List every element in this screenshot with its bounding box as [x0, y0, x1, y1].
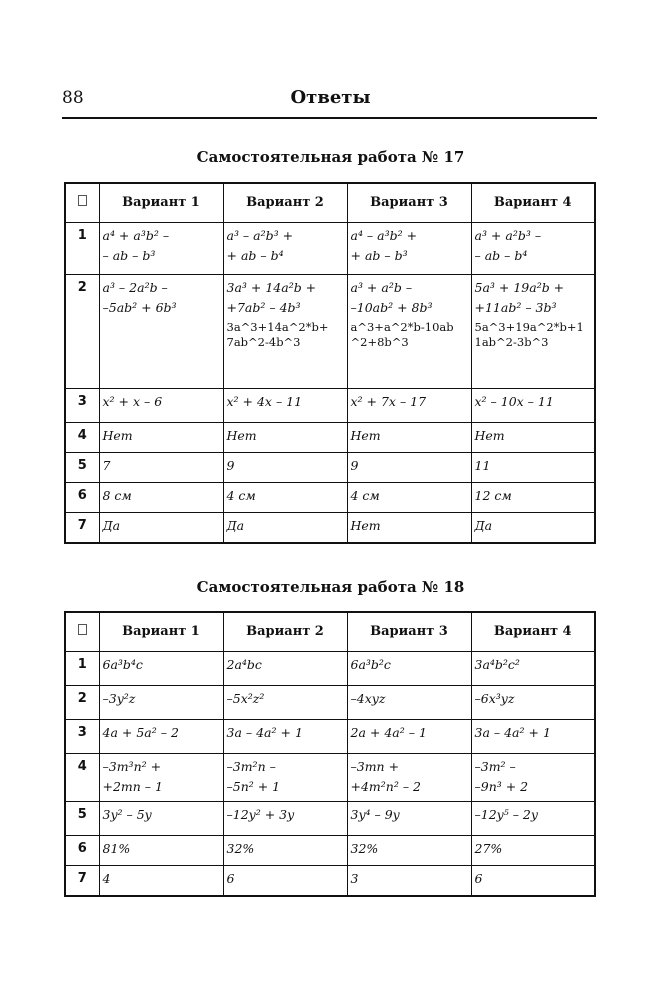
answer-text: 6a³b⁴c: [102, 657, 143, 672]
answer-text: 32%: [350, 841, 379, 856]
table-row: [65, 652, 595, 686]
answer-cell: [223, 652, 347, 686]
answer-cell: [99, 802, 223, 836]
answer-cell: [223, 275, 347, 389]
table-row: [65, 802, 595, 836]
answer-cell: [471, 275, 595, 389]
answer-cell: [223, 513, 347, 543]
answer-cell: [471, 720, 595, 754]
answer-cell: [471, 483, 595, 513]
section-title-18: Самостоятельная работа № 18: [196, 578, 465, 596]
answer-cell: [99, 652, 223, 686]
corner-cell: [65, 183, 99, 223]
task-number: 7: [65, 866, 99, 896]
task-number: 1: [65, 223, 99, 275]
answer-cell: [471, 652, 595, 686]
answer-text: Нет: [474, 428, 505, 443]
answer-cell: [223, 866, 347, 896]
answer-text: 3: [350, 871, 359, 886]
column-header-variant-2: Вариант 2: [223, 183, 347, 223]
answer-text: Нет: [350, 428, 381, 443]
answer-text: 3a³ + 14a²b + +7ab² – 4b³: [226, 280, 317, 315]
answer-text: 32%: [226, 841, 255, 856]
table-row: [65, 223, 595, 275]
answer-text: –5x²z²: [226, 691, 265, 706]
answer-cell: [347, 802, 471, 836]
answers-table-17: [64, 182, 596, 544]
page-number: 88: [62, 88, 84, 108]
answer-text: –12y² + 3y: [226, 807, 295, 822]
answer-cell: [347, 423, 471, 453]
answer-text: –3m³n² + +2mn – 1: [102, 759, 163, 794]
answer-text: 6a³b²c: [350, 657, 391, 672]
answer-text: 4a + 5a² – 2: [102, 725, 179, 740]
table-row: [65, 866, 595, 896]
answer-cell: [99, 720, 223, 754]
answer-text: 5a³ + 19a²b + +11ab² – 3b³: [474, 280, 565, 315]
answer-text: –3m²n – –5n² + 1: [226, 759, 281, 794]
answer-text: –3mn + +4m²n² – 2: [350, 759, 422, 794]
answer-cell: [471, 513, 595, 543]
answer-cell: [223, 754, 347, 802]
table-row: [65, 453, 595, 483]
answer-plain-text: 5a^3+19a^2*b+1 1ab^2-3b^3: [474, 320, 584, 349]
answer-text: Нет: [102, 428, 133, 443]
answer-cell: [471, 802, 595, 836]
section-title-17: Самостоятельная работа № 17: [196, 148, 465, 166]
table-row: [65, 720, 595, 754]
answer-cell: [223, 483, 347, 513]
table-header-row: [65, 612, 595, 652]
answer-cell: [99, 686, 223, 720]
table-row: [65, 754, 595, 802]
answer-text: 12 см: [474, 488, 512, 503]
answer-cell: [347, 754, 471, 802]
answer-cell: [347, 223, 471, 275]
table-row: [65, 389, 595, 423]
answer-cell: [99, 483, 223, 513]
answer-text: a³ – 2a²b – –5ab² + 6b³: [102, 280, 177, 315]
answer-cell: [347, 836, 471, 866]
answer-text: x² – 10x – 11: [474, 394, 554, 409]
answer-text: 3y⁴ – 9y: [350, 807, 400, 822]
answer-text: –3m² – –9n³ + 2: [474, 759, 529, 794]
answer-cell: [99, 754, 223, 802]
answer-text: x² + 4x – 11: [226, 394, 303, 409]
answer-cell: [99, 423, 223, 453]
answer-text: 4 см: [350, 488, 380, 503]
answer-text: 2a + 4a² – 1: [350, 725, 427, 740]
answer-text: –4xyz: [350, 691, 386, 706]
task-number: 7: [65, 513, 99, 543]
table-row: [65, 423, 595, 453]
answer-text: 6: [474, 871, 483, 886]
answer-cell: [347, 513, 471, 543]
answer-text: –12y⁵ – 2y: [474, 807, 538, 822]
answer-cell: [223, 802, 347, 836]
answer-text: a⁴ + a³b² – – ab – b³: [102, 228, 170, 263]
answer-cell: [347, 483, 471, 513]
answer-cell: [471, 389, 595, 423]
column-header-variant-3: Вариант 3: [347, 612, 471, 652]
table-row: [65, 686, 595, 720]
answer-text: 2a⁴bc: [226, 657, 262, 672]
answer-text: a³ + a²b – –10ab² + 8b³: [350, 280, 433, 315]
answer-text: 8 см: [102, 488, 132, 503]
answer-plain-text: 3a^3+14a^2*b+ 7ab^2-4b^3: [226, 320, 329, 349]
answer-cell: [99, 223, 223, 275]
column-header-variant-2: Вариант 2: [223, 612, 347, 652]
answer-cell: [347, 720, 471, 754]
answer-text: Да: [474, 518, 493, 533]
header-rule: [62, 117, 597, 119]
task-number: 6: [65, 483, 99, 513]
answer-text: 9: [226, 458, 235, 473]
answer-cell: [223, 223, 347, 275]
column-header-variant-1: Вариант 1: [99, 183, 223, 223]
answer-cell: [99, 275, 223, 389]
answer-cell: [223, 720, 347, 754]
answer-cell: [347, 275, 471, 389]
column-header-variant-3: Вариант 3: [347, 183, 471, 223]
table-header-row: [65, 183, 595, 223]
task-number: 2: [65, 275, 99, 389]
answer-text: 11: [474, 458, 491, 473]
placeholder-box-icon: [78, 195, 87, 206]
task-number: 4: [65, 423, 99, 453]
answer-text: 3a⁴b²c²: [474, 657, 520, 672]
answer-text: Нет: [350, 518, 381, 533]
answer-text: 81%: [102, 841, 131, 856]
table-row: [65, 836, 595, 866]
answer-text: –3y²z: [102, 691, 136, 706]
corner-cell: [65, 612, 99, 652]
answer-text: 4: [102, 871, 111, 886]
answer-text: Да: [226, 518, 245, 533]
answer-cell: [471, 686, 595, 720]
answer-text: a³ + a²b³ – – ab – b⁴: [474, 228, 542, 263]
column-header-variant-4: Вариант 4: [471, 612, 595, 652]
answer-cell: [99, 866, 223, 896]
column-header-variant-4: Вариант 4: [471, 183, 595, 223]
answer-cell: [471, 836, 595, 866]
answers-table-18: [64, 611, 596, 897]
placeholder-box-icon: [78, 624, 87, 635]
answer-cell: [99, 389, 223, 423]
answer-cell: [223, 423, 347, 453]
answer-cell: [471, 866, 595, 896]
answer-text: 6: [226, 871, 235, 886]
task-number: 4: [65, 754, 99, 802]
task-number: 3: [65, 389, 99, 423]
task-number: 5: [65, 453, 99, 483]
answer-text: a⁴ – a³b² + + ab – b³: [350, 228, 418, 263]
answer-text: 3y² – 5y: [102, 807, 152, 822]
answer-text: 27%: [474, 841, 503, 856]
answer-cell: [347, 866, 471, 896]
answer-text: 4 см: [226, 488, 256, 503]
answer-cell: [223, 836, 347, 866]
answer-cell: [99, 453, 223, 483]
answer-cell: [471, 453, 595, 483]
answer-cell: [471, 223, 595, 275]
answer-cell: [347, 652, 471, 686]
answer-text: x² + x – 6: [102, 394, 163, 409]
table-row: [65, 483, 595, 513]
task-number: 6: [65, 836, 99, 866]
table-row: [65, 275, 595, 389]
answer-cell: [347, 686, 471, 720]
answer-text: 3a – 4a² + 1: [226, 725, 303, 740]
table-row: [65, 513, 595, 543]
answer-cell: [223, 686, 347, 720]
answer-text: –6x³yz: [474, 691, 515, 706]
answer-cell: [223, 389, 347, 423]
answer-plain-text: a^3+a^2*b-10ab ^2+8b^3: [350, 320, 454, 349]
answer-cell: [223, 453, 347, 483]
answer-text: 9: [350, 458, 359, 473]
task-number: 5: [65, 802, 99, 836]
answer-cell: [99, 513, 223, 543]
answer-text: a³ – a²b³ + + ab – b⁴: [226, 228, 294, 263]
answer-cell: [471, 754, 595, 802]
page-title: Ответы: [290, 87, 371, 108]
answer-text: 7: [102, 458, 111, 473]
task-number: 3: [65, 720, 99, 754]
answer-text: Да: [102, 518, 121, 533]
task-number: 2: [65, 686, 99, 720]
answer-text: 3a – 4a² + 1: [474, 725, 551, 740]
answer-cell: [347, 389, 471, 423]
column-header-variant-1: Вариант 1: [99, 612, 223, 652]
answer-cell: [471, 423, 595, 453]
answer-cell: [347, 453, 471, 483]
answer-text: x² + 7x – 17: [350, 394, 427, 409]
answer-cell: [99, 836, 223, 866]
answer-text: Нет: [226, 428, 257, 443]
task-number: 1: [65, 652, 99, 686]
